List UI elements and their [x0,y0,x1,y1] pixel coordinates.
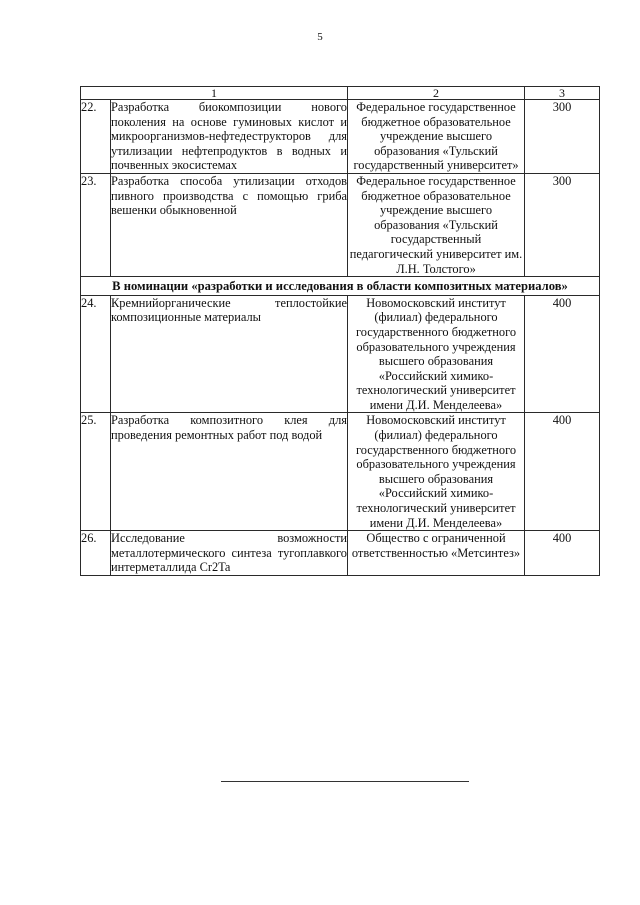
column-header-3: 3 [525,87,600,100]
organization-name: Общество с ограниченной ответственностью «Метсинтез» [348,531,525,576]
award-amount: 400 [525,531,600,576]
table-row [81,413,600,531]
organization-name: Федеральное государственное бюджетное образовательное учреждение высшего образования «Тульский государственный педагогический университет им. Л.Н. Толстого» [348,173,525,276]
nomination-row [81,277,600,296]
award-amount: 300 [525,173,600,276]
project-title: Кремнийорганические теплостойкие композиционные материалы [111,295,348,413]
project-title: Разработка способа утилизации отходов пивного производства с помощью гриба вешенки обыкновенной [111,173,348,276]
award-amount: 400 [525,295,600,413]
column-header-1: 1 [81,87,348,100]
organization-name: Федеральное государственное бюджетное образовательное учреждение высшего образования «Тульский государственный университет» [348,100,525,174]
row-number: 25. [81,413,111,531]
organization-name: Новомосковский институт (филиал) федерального государственного бюджетного образовательного учреждения высшего образования «Российский химико-технологический университет имени Д.И. Менделеева» [348,413,525,531]
table-row [81,100,600,174]
award-amount: 300 [525,100,600,174]
project-title: Разработка композитного клея для проведения ремонтных работ под водой [111,413,348,531]
page-number: 5 [317,31,323,43]
award-amount: 400 [525,413,600,531]
row-number: 23. [81,173,111,276]
row-number: 24. [81,295,111,413]
awards-table [80,86,600,576]
column-header-2: 2 [348,87,525,100]
table-row [81,295,600,413]
closing-divider-line [221,781,469,782]
organization-name: Новомосковский институт (филиал) федерального государственного бюджетного образовательного учреждения высшего образования «Российский химико-технологический университет имени Д.И. Менделеева» [348,295,525,413]
table-row [81,173,600,276]
project-title: Исследование возможности металлотермического синтеза тугоплавкого интерметаллида Cr2Ta [111,531,347,575]
nomination-heading: В номинации «разработки и исследования в области композитных материалов» [81,277,600,296]
project-title: Разработка биокомпозиции нового поколения на основе гуминовых кислот и микроорганизмов-нефтедеструкторов для утилизации нефтепродуктов в водных и почвенных экосистемах [111,100,347,173]
row-number: 22. [81,100,111,174]
table-row [81,531,600,576]
row-number: 26. [81,531,111,576]
table-header-row [81,87,600,100]
